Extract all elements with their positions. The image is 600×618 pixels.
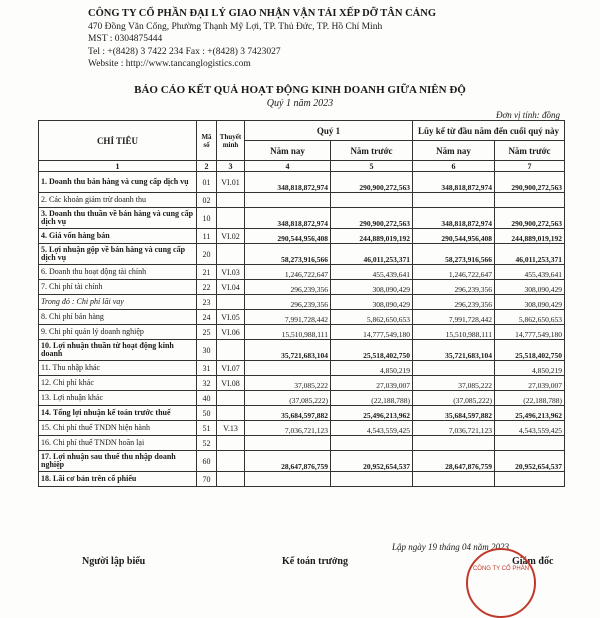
company-name: CÔNG TY CỔ PHẦN ĐẠI LÝ GIAO NHẬN VẬN TẢI XẾP DỠ TÂN CẢNG: [88, 8, 436, 19]
header-ytd-previous: Năm trước: [495, 141, 565, 161]
currency-unit: Đơn vị tính: đồng: [495, 110, 560, 120]
table-row: [39, 229, 565, 244]
ytd-previous-value: 244,889,019,192: [495, 229, 565, 244]
q-previous-value: 20,952,654,537: [331, 451, 413, 472]
ytd-previous-value: (22,188,788): [495, 391, 565, 406]
q-previous-value: 4,543,559,425: [331, 421, 413, 436]
row-note: [217, 193, 245, 208]
table-row: [39, 421, 565, 436]
header-q-previous: Năm trước: [331, 141, 413, 161]
row-note: VI.07: [217, 361, 245, 376]
row-label: 11. Thu nhập khác: [39, 361, 197, 376]
q-previous-value: 308,090,429: [331, 295, 413, 310]
ytd-previous-value: 4,850,219: [495, 361, 565, 376]
row-note: [217, 406, 245, 421]
row-code: 21: [197, 265, 217, 280]
report-date: Lập ngày 19 tháng 04 năm 2023: [392, 542, 509, 552]
q-current-value: 7,036,721,123: [245, 421, 331, 436]
row-note: [217, 295, 245, 310]
row-label: 3. Doanh thu thuần về bán hàng và cung cấp dịch vụ: [39, 208, 197, 229]
q-previous-value: 455,439,641: [331, 265, 413, 280]
row-note: [217, 208, 245, 229]
report-title: BÁO CÁO KẾT QUẢ HOẠT ĐỘNG KINH DOANH GIỮA NIÊN ĐỘ: [134, 84, 466, 96]
header-quarter: Quý 1: [245, 121, 413, 141]
table-row: [39, 295, 565, 310]
row-label: Trong đó : Chi phí lãi vay: [39, 295, 197, 310]
row-label: 9. Chi phí quản lý doanh nghiệp: [39, 325, 197, 340]
q-previous-value: 25,496,213,962: [331, 406, 413, 421]
row-code: 51: [197, 421, 217, 436]
q-current-value: [245, 436, 331, 451]
row-label: 2. Các khoản giảm trừ doanh thu: [39, 193, 197, 208]
row-code: 22: [197, 280, 217, 295]
table-row: [39, 280, 565, 295]
company-address: 470 Đồng Văn Cống, Phường Thạnh Mỹ Lợi, TP. Thủ Đức, TP. Hồ Chí Minh: [88, 21, 383, 32]
ytd-previous-value: 27,039,007: [495, 376, 565, 391]
ytd-previous-value: [495, 472, 565, 487]
q-previous-value: 290,900,272,563: [331, 208, 413, 229]
row-note: VI.06: [217, 325, 245, 340]
ytd-previous-value: 25,518,402,750: [495, 340, 565, 361]
ytd-current-value: [413, 436, 495, 451]
company-header: [88, 8, 588, 71]
col-index: 1: [39, 161, 197, 172]
table-row: [39, 391, 565, 406]
q-previous-value: 244,889,019,192: [331, 229, 413, 244]
q-previous-value: (22,188,788): [331, 391, 413, 406]
q-previous-value: [331, 472, 413, 487]
ytd-current-value: 296,239,356: [413, 280, 495, 295]
ytd-previous-value: 4,543,559,425: [495, 421, 565, 436]
row-code: 10: [197, 208, 217, 229]
q-current-value: 28,647,876,759: [245, 451, 331, 472]
row-note: [217, 436, 245, 451]
row-code: 25: [197, 325, 217, 340]
column-index-row: [39, 161, 565, 172]
header-q-current: Năm nay: [245, 141, 331, 161]
header-ma-so: Mã số: [197, 121, 217, 161]
row-label: 13. Lợi nhuận khác: [39, 391, 197, 406]
ytd-current-value: [413, 193, 495, 208]
row-code: 31: [197, 361, 217, 376]
ytd-current-value: 1,246,722,647: [413, 265, 495, 280]
ytd-current-value: [413, 472, 495, 487]
ytd-previous-value: [495, 436, 565, 451]
ytd-current-value: 58,273,916,566: [413, 244, 495, 265]
row-note: VI.05: [217, 310, 245, 325]
table-row: [39, 340, 565, 361]
report-period: Quý 1 năm 2023: [266, 98, 334, 109]
col-index: 6: [413, 161, 495, 172]
q-current-value: 35,684,597,882: [245, 406, 331, 421]
q-previous-value: 308,090,429: [331, 280, 413, 295]
q-current-value: [245, 472, 331, 487]
table-row: [39, 265, 565, 280]
q-previous-value: 290,900,272,563: [331, 172, 413, 193]
ytd-previous-value: 290,900,272,563: [495, 208, 565, 229]
row-note: VI.04: [217, 280, 245, 295]
q-current-value: 348,818,872,974: [245, 208, 331, 229]
row-code: 01: [197, 172, 217, 193]
row-label: 14. Tổng lợi nhuận kế toán trước thuế: [39, 406, 197, 421]
row-note: [217, 451, 245, 472]
ytd-previous-value: 20,952,654,537: [495, 451, 565, 472]
ytd-previous-value: 455,439,641: [495, 265, 565, 280]
row-code: 50: [197, 406, 217, 421]
col-index: 5: [331, 161, 413, 172]
accountant-label: Kế toán trưởng: [282, 556, 348, 567]
table-row: [39, 361, 565, 376]
q-previous-value: 5,862,650,653: [331, 310, 413, 325]
table-row: [39, 310, 565, 325]
ytd-current-value: 15,510,988,111: [413, 325, 495, 340]
q-previous-value: 46,011,253,371: [331, 244, 413, 265]
row-note: VI.02: [217, 229, 245, 244]
row-label: 18. Lãi cơ bản trên cổ phiếu: [39, 472, 197, 487]
company-seal: [466, 548, 536, 618]
q-current-value: 348,818,872,974: [245, 172, 331, 193]
header-thuyet-minh: Thuyết minh: [217, 121, 245, 161]
q-current-value: 1,246,722,647: [245, 265, 331, 280]
q-previous-value: 25,518,402,750: [331, 340, 413, 361]
row-label: 10. Lợi nhuận thuần từ hoạt động kinh doanh: [39, 340, 197, 361]
row-code: 11: [197, 229, 217, 244]
company-website: Website : http://www.tancanglogistics.com: [88, 59, 251, 69]
table-row: [39, 406, 565, 421]
q-current-value: 15,510,988,111: [245, 325, 331, 340]
ytd-previous-value: 25,496,213,962: [495, 406, 565, 421]
row-note: [217, 472, 245, 487]
ytd-previous-value: 308,090,429: [495, 295, 565, 310]
row-note: VI.08: [217, 376, 245, 391]
header-chi-tieu: CHỈ TIÊU: [39, 121, 197, 161]
ytd-previous-value: 46,011,253,371: [495, 244, 565, 265]
ytd-current-value: 290,544,956,408: [413, 229, 495, 244]
table-row: [39, 193, 565, 208]
row-note: VI.01: [217, 172, 245, 193]
row-code: 02: [197, 193, 217, 208]
row-code: 23: [197, 295, 217, 310]
ytd-previous-value: 290,900,272,563: [495, 172, 565, 193]
q-previous-value: 27,039,007: [331, 376, 413, 391]
header-ytd-current: Năm nay: [413, 141, 495, 161]
row-label: 6. Doanh thu hoạt động tài chính: [39, 265, 197, 280]
row-label: 17. Lợi nhuận sau thuế thu nhập doanh nghiệp: [39, 451, 197, 472]
row-code: 60: [197, 451, 217, 472]
ytd-current-value: 7,036,721,123: [413, 421, 495, 436]
row-code: 70: [197, 472, 217, 487]
row-label: 7. Chi phí tài chính: [39, 280, 197, 295]
table-row: [39, 244, 565, 265]
q-previous-value: [331, 193, 413, 208]
table-row: [39, 376, 565, 391]
q-previous-value: 4,850,219: [331, 361, 413, 376]
ytd-current-value: (37,085,222): [413, 391, 495, 406]
row-note: [217, 391, 245, 406]
row-label: 4. Giá vốn hàng bán: [39, 229, 197, 244]
q-current-value: 296,239,356: [245, 295, 331, 310]
q-previous-value: 14,777,549,180: [331, 325, 413, 340]
col-index: 7: [495, 161, 565, 172]
q-previous-value: [331, 436, 413, 451]
row-label: 5. Lợi nhuận gộp về bán hàng và cung cấp dịch vụ: [39, 244, 197, 265]
row-code: 52: [197, 436, 217, 451]
row-label: 12. Chi phí khác: [39, 376, 197, 391]
row-code: 32: [197, 376, 217, 391]
table-row: [39, 472, 565, 487]
row-label: 16. Chi phí thuế TNDN hoãn lại: [39, 436, 197, 451]
row-note: V.13: [217, 421, 245, 436]
row-code: 24: [197, 310, 217, 325]
company-phone-fax: Tel : +(8428) 3 7422 234 Fax : +(8428) 3 7423027: [88, 46, 281, 57]
ytd-previous-value: [495, 193, 565, 208]
ytd-current-value: 348,818,872,974: [413, 172, 495, 193]
ytd-current-value: 37,085,222: [413, 376, 495, 391]
q-current-value: 58,273,916,566: [245, 244, 331, 265]
seal-text: CÔNG TY CỔ PHẦN: [472, 566, 530, 572]
q-current-value: 290,544,956,408: [245, 229, 331, 244]
q-current-value: 7,991,728,442: [245, 310, 331, 325]
col-index: 2: [197, 161, 217, 172]
ytd-current-value: 296,239,356: [413, 295, 495, 310]
income-statement-table: [38, 120, 565, 487]
q-current-value: [245, 193, 331, 208]
row-note: [217, 244, 245, 265]
table-row: [39, 451, 565, 472]
director-label: Giám đốc: [512, 556, 554, 567]
ytd-previous-value: 14,777,549,180: [495, 325, 565, 340]
table-row: [39, 172, 565, 193]
q-current-value: 296,239,356: [245, 280, 331, 295]
row-label: 1. Doanh thu bán hàng và cung cấp dịch vụ: [39, 172, 197, 193]
col-index: 4: [245, 161, 331, 172]
row-code: 30: [197, 340, 217, 361]
ytd-previous-value: 5,862,650,653: [495, 310, 565, 325]
q-current-value: (37,085,222): [245, 391, 331, 406]
table-row: [39, 208, 565, 229]
col-index: 3: [217, 161, 245, 172]
table-row: [39, 436, 565, 451]
ytd-current-value: 35,721,683,104: [413, 340, 495, 361]
row-note: VI.03: [217, 265, 245, 280]
q-current-value: [245, 361, 331, 376]
ytd-current-value: 35,684,597,882: [413, 406, 495, 421]
ytd-current-value: [413, 361, 495, 376]
q-current-value: 35,721,683,104: [245, 340, 331, 361]
table-row: [39, 325, 565, 340]
row-label: 8. Chi phí bán hàng: [39, 310, 197, 325]
ytd-previous-value: 308,090,429: [495, 280, 565, 295]
ytd-current-value: 7,991,728,442: [413, 310, 495, 325]
company-tax-id: MST : 0304875444: [88, 34, 163, 44]
row-label: 15. Chi phí thuế TNDN hiện hành: [39, 421, 197, 436]
q-current-value: 37,085,222: [245, 376, 331, 391]
row-note: [217, 340, 245, 361]
ytd-current-value: 28,647,876,759: [413, 451, 495, 472]
ytd-current-value: 348,818,872,974: [413, 208, 495, 229]
row-code: 20: [197, 244, 217, 265]
row-code: 40: [197, 391, 217, 406]
header-year-to-date: Lũy kế từ đầu năm đến cuối quý này: [413, 121, 565, 141]
preparer-label: Người lập biểu: [82, 556, 146, 567]
